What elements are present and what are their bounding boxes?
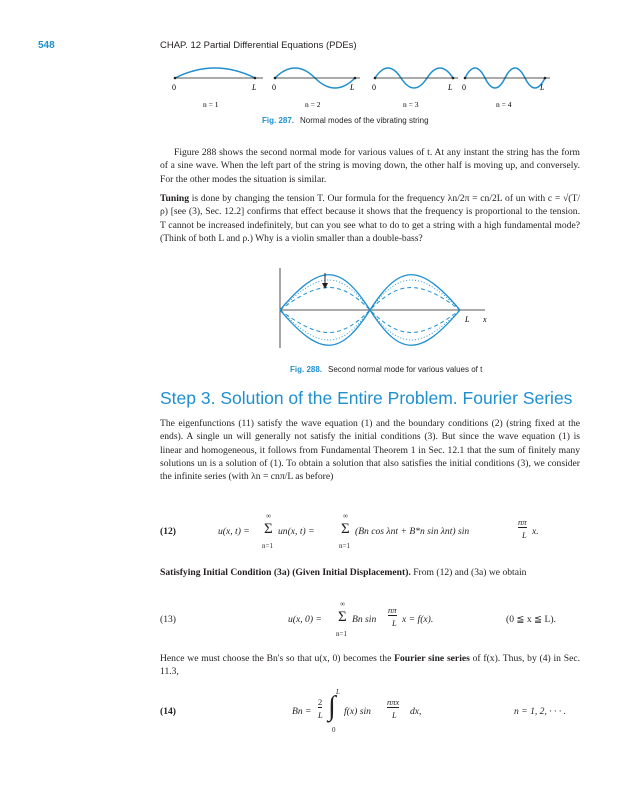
eq13-sum-top: ∞: [340, 600, 345, 608]
mode4-label: n = 4: [496, 100, 512, 109]
mode2-zero: 0: [272, 83, 276, 92]
mode-4-diagram: [462, 68, 550, 109]
eq14-coef-den: L: [318, 710, 323, 720]
mode2-label: n = 2: [305, 100, 321, 109]
mode3-label: n = 3: [403, 100, 419, 109]
integral-icon: ∫: [328, 691, 336, 722]
eq14-int-bottom: 0: [332, 726, 336, 734]
paragraph-step3: [160, 417, 580, 483]
eq14-integrand: f(x) sin: [344, 706, 371, 717]
para3-bold: Fourier sine series: [394, 653, 470, 664]
eq12-frac-num: nπ: [518, 517, 527, 527]
page-header: [0, 40, 639, 54]
eq12-tail: x.: [532, 526, 539, 537]
eq12-lhs: u(x, t) =: [218, 526, 250, 537]
eq12-sum1-bottom: n=1: [262, 542, 273, 550]
mode3-zero: 0: [372, 83, 376, 92]
fig288-caption-label: Fig. 288.: [290, 365, 323, 374]
paragraph-initial-condition: [160, 566, 580, 579]
fig287-caption: [262, 116, 429, 125]
equation-14: [160, 688, 580, 736]
eq13-rhs: Bn sin: [352, 614, 377, 625]
eq12-rhs: (Bn cos λnt + B*n sin λnt) sin: [355, 526, 470, 537]
sigma-icon: Σ: [338, 609, 347, 625]
eq14-int-top: L: [336, 688, 340, 696]
figure-288-second-mode: [275, 268, 495, 353]
eq14-frac-den: L: [392, 710, 397, 720]
mode4-zero: 0: [462, 83, 466, 92]
fig288-L: L: [465, 315, 470, 324]
page-number: 548: [38, 40, 55, 51]
ic-heading-lead: Satisfying Initial Condition (3a) (Given Initial Displacement).: [160, 567, 411, 578]
eq14-coef-num: 2: [318, 697, 323, 707]
eq12-mid: un(x, t) =: [278, 526, 315, 537]
mode1-L: L: [252, 83, 257, 92]
eq12-sum2-top: ∞: [343, 512, 348, 520]
para2-lead: Tuning: [160, 193, 189, 204]
mode3-L: L: [448, 83, 453, 92]
fig288-caption-text: Second normal mode for various values of t: [328, 365, 483, 374]
eq13-sum-bottom: n=1: [336, 630, 347, 638]
eq13-frac-den: L: [392, 618, 397, 628]
para3-text1: Hence we must choose the Bn's so that u(x, 0) becomes the: [160, 653, 395, 664]
mode-2-diagram: [272, 68, 360, 109]
sigma-icon: Σ: [264, 521, 273, 537]
eq13-tail: x = f(x).: [402, 614, 434, 625]
eq13-number: (13): [160, 614, 176, 625]
mode1-zero: 0: [172, 83, 176, 92]
para3-text2: of f(x). Thus, by (4) in Sec. 11.3,: [160, 653, 581, 678]
step3-text: The eigenfunctions (11) satisfy the wave equation (1) and the boundary conditions (2) (string fixed at the ends). A single un will generally not satisfy the initial conditions (3). But since the wave equation (1) is linear and homogeneous, it follows from Fundamental Theorem 1 in Sec. 12.1 that the sum of finitely many solutions un is a solution of (1). To obtain a solution that also satisfies the initial conditions (3), we consider the infinite series (with λn = cnπ/L as before): [160, 418, 580, 483]
mode4-L: L: [540, 83, 545, 92]
fig288-caption: [290, 365, 482, 374]
fig288-x: x: [483, 315, 487, 324]
section-heading-step3: Step 3. Solution of the Entire Problem. Fourier Series: [160, 388, 573, 408]
eq12-sum1-top: ∞: [266, 512, 271, 520]
paragraph-fourier-sine: [160, 652, 580, 679]
para1-text: Figure 288 shows the second normal mode for various values of t. At any instant the string has the form of a sine wave. When the left part of the string is moving down, the other half is moving up, and conversely. For the other modes the situation is similar.: [160, 147, 580, 185]
eq13-condition: (0 ≦ x ≦ L).: [506, 614, 556, 625]
paragraph-tuning: [160, 192, 580, 245]
eq14-tail: dx,: [410, 706, 422, 717]
sigma-icon: Σ: [341, 521, 350, 537]
fig287-caption-text: Normal modes of the vibrating string: [300, 116, 429, 125]
mode2-L: L: [350, 83, 355, 92]
eq12-number: (12): [160, 526, 176, 537]
equation-13: [160, 600, 580, 640]
fig287-caption-label: Fig. 287.: [262, 116, 295, 125]
para2-text: is done by changing the tension T. Our formula for the frequency λn/2π = cn/2L of un with c = √(T/ρ) [see (3), Sec. 12.2] confirms that effect because it shows that the frequency is proportional to the tension. T cannot be increased indefinitely, but can you see what to do to get a string with a high fundamental mode? (Think of both L and ρ.) Why is a violin smaller than a double-bass?: [160, 193, 580, 244]
eq12-sum2-bottom: n=1: [339, 542, 350, 550]
paragraph-fig288-description: [160, 146, 580, 186]
eq14-range: n = 1, 2, · · · .: [514, 706, 567, 717]
eq14-frac-num: nπx: [387, 697, 400, 707]
equation-12: [160, 512, 580, 552]
eq12-frac-den: L: [522, 530, 527, 540]
mode1-label: n = 1: [203, 100, 219, 109]
eq13-frac-num: nπ: [388, 605, 397, 615]
eq14-number: (14): [160, 706, 176, 717]
mode-1-diagram: [172, 68, 263, 109]
chapter-title: CHAP. 12 Partial Differential Equations (PDEs): [160, 40, 357, 51]
ic-heading-text: From (12) and (3a) we obtain: [410, 567, 527, 578]
mode-3-diagram: [372, 68, 458, 109]
eq13-lhs: u(x, 0) =: [288, 614, 322, 625]
eq14-lhs: Bn =: [292, 706, 312, 717]
figure-287-modes: [160, 60, 560, 120]
